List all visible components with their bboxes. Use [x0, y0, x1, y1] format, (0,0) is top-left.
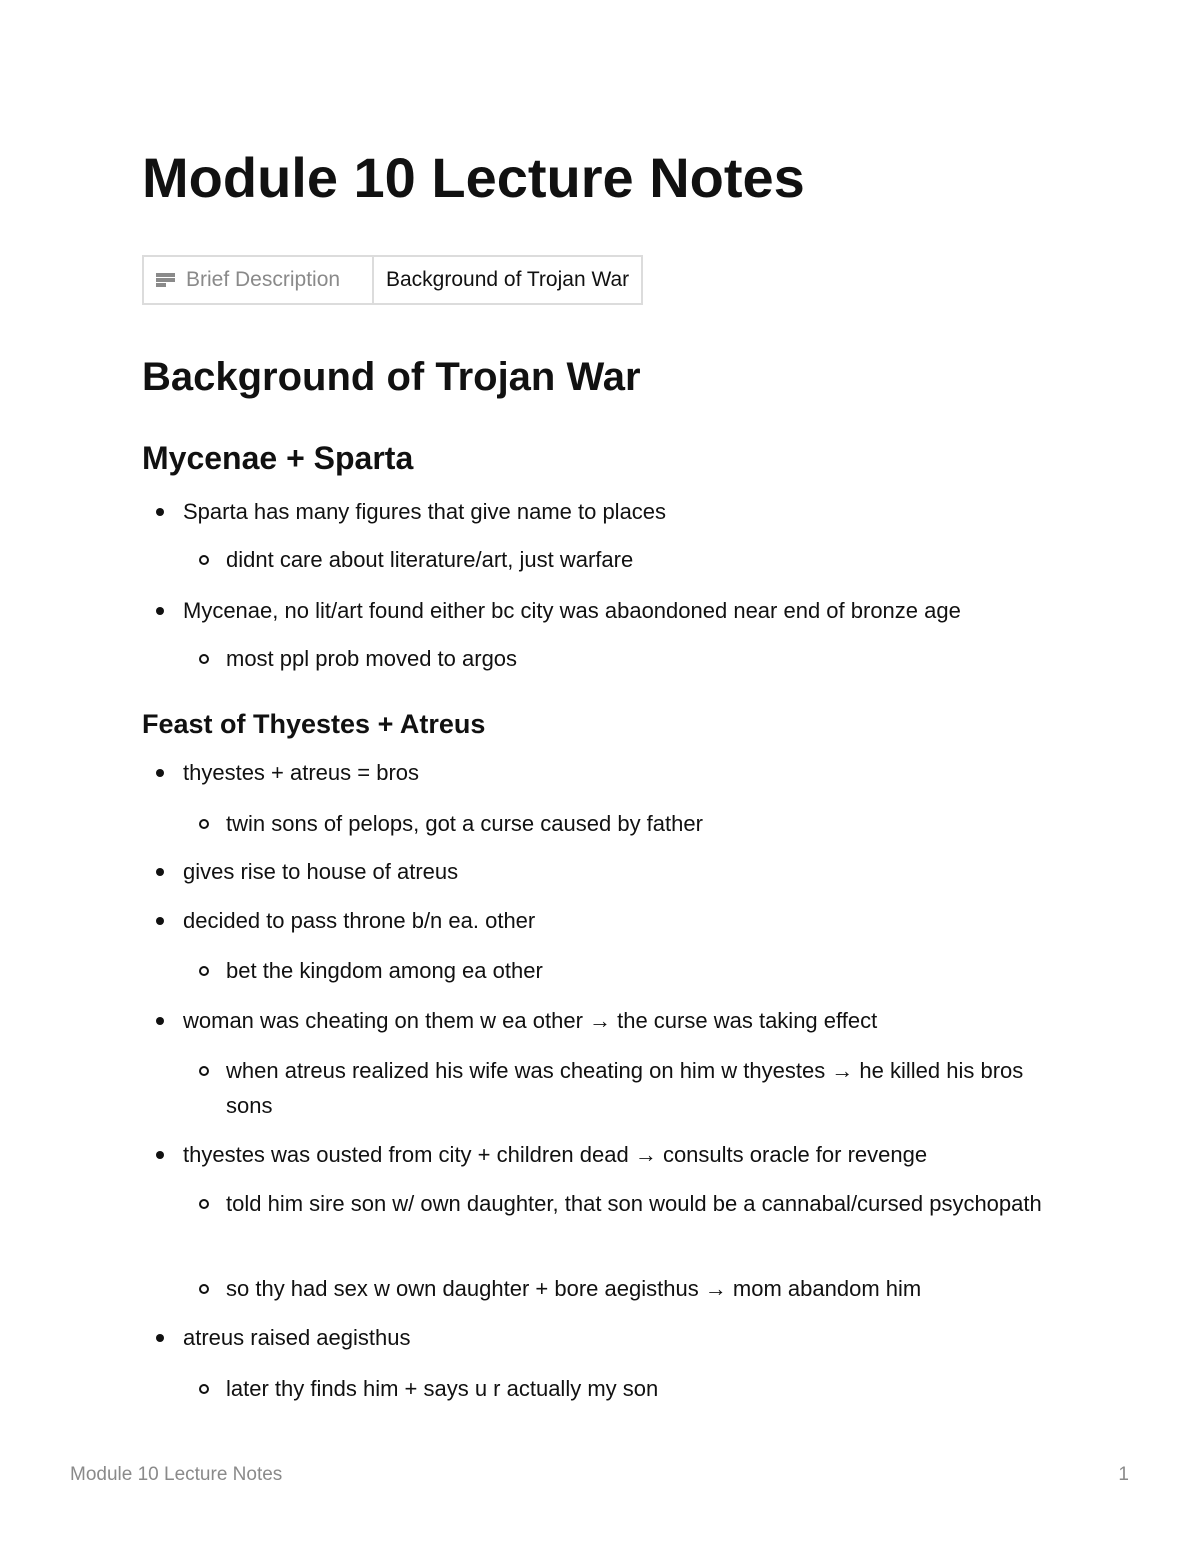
subsection-heading-feast: Feast of Thyestes + Atreus — [142, 709, 486, 739]
list-item: thyestes + atreus = bros — [183, 755, 1043, 790]
page-title: Module 10 Lecture Notes — [142, 146, 805, 209]
list-item: Sparta has many figures that give name to places — [183, 494, 1043, 529]
list-item: atreus raised aegisthus — [183, 1320, 1043, 1355]
list-item: told him sire son w/ own daughter, that son would be a cannabal/cursed psychopath — [226, 1186, 1046, 1221]
list-item: thyestes was ousted from city + children dead → consults oracle for revenge — [183, 1137, 1043, 1172]
list-item: gives rise to house of atreus — [183, 854, 1043, 889]
list-item: so thy had sex w own daughter + bore aegisthus → mom abandom him — [226, 1271, 1046, 1306]
list-item: twin sons of pelops, got a curse caused by father — [226, 806, 1046, 841]
property-key-label: Brief Description — [186, 268, 341, 291]
property-row — [143, 256, 642, 304]
list-item: decided to pass throne b/n ea. other — [183, 903, 1043, 938]
list-item: later thy finds him + says u r actually my son — [226, 1371, 1046, 1406]
page-number: 1 — [1118, 1464, 1129, 1485]
properties-table — [142, 255, 643, 305]
subsection-heading-mycenae-sparta: Mycenae + Sparta — [142, 440, 414, 476]
list-item: bet the kingdom among ea other — [226, 953, 1046, 988]
list-item: didnt care about literature/art, just warfare — [226, 542, 1046, 577]
list-item: Mycenae, no lit/art found either bc city was abaondoned near end of bronze age — [183, 593, 1043, 628]
property-value-cell: Background of Trojan War — [373, 256, 642, 304]
footer-title: Module 10 Lecture Notes — [70, 1464, 283, 1485]
list-item: when atreus realized his wife was cheating on him w thyestes → he killed his bros sons — [226, 1053, 1046, 1123]
list-item: woman was cheating on them w ea other → the curse was taking effect — [183, 1003, 1043, 1038]
text-lines-icon — [156, 270, 176, 286]
list-item: most ppl prob moved to argos — [226, 641, 1046, 676]
property-key-cell — [143, 256, 373, 304]
section-heading: Background of Trojan War — [142, 355, 641, 399]
